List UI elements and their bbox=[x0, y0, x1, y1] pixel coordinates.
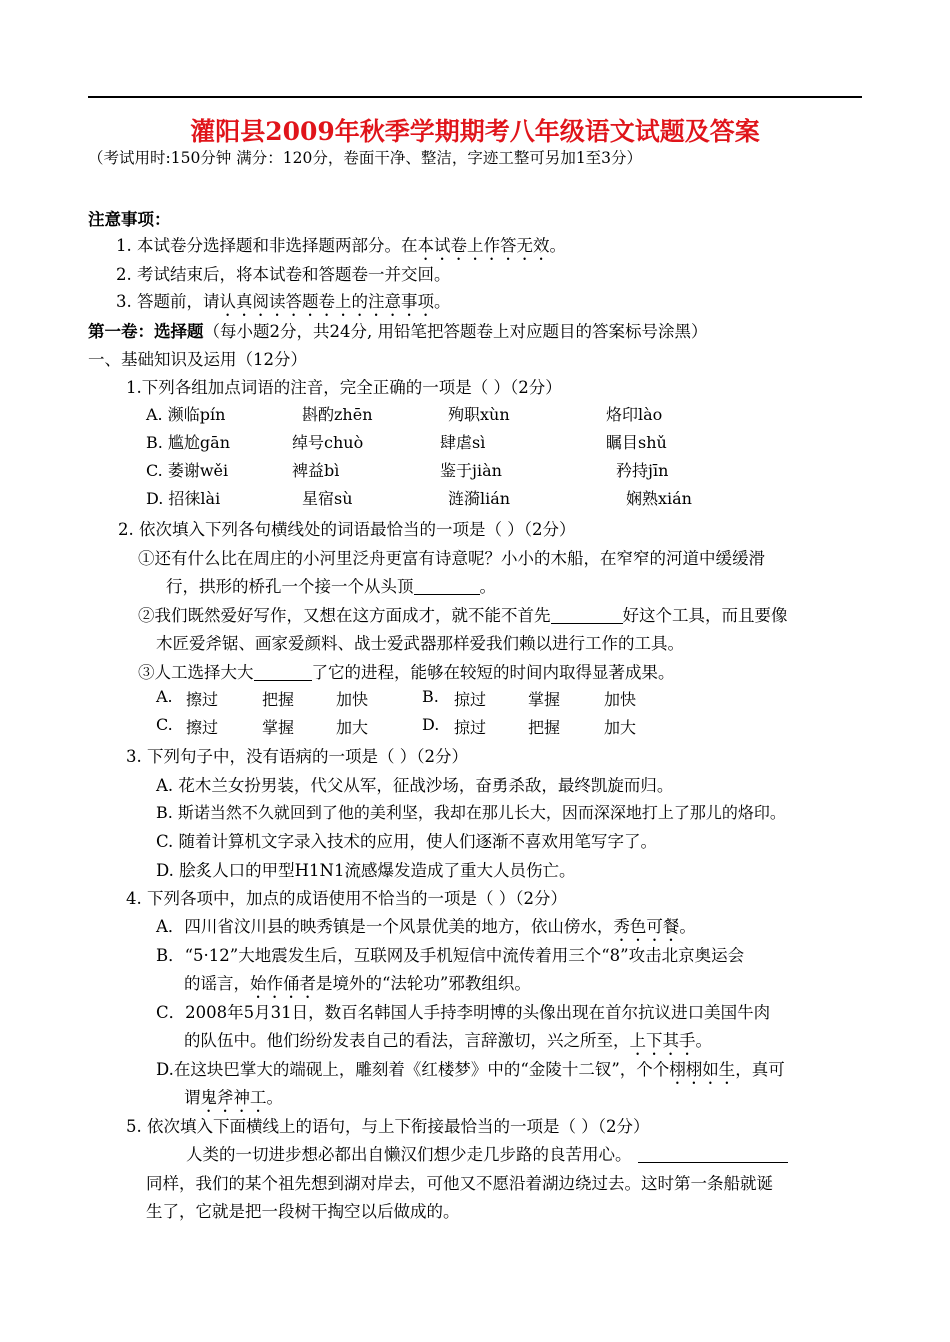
idiom-emphasis: 始作俑者 bbox=[250, 974, 316, 993]
q4-text-end: 。 bbox=[266, 1088, 283, 1107]
q4-text: 谓 bbox=[184, 1088, 201, 1107]
q2-text-end: 了它的进程，能够在较短的时间内取得显著成果。 bbox=[311, 663, 675, 682]
q2-sentence-2 bbox=[138, 602, 788, 626]
fill-blank bbox=[414, 578, 480, 596]
q1-option: B. 尴尬gān bbox=[146, 433, 231, 452]
q5-text: 人类的一切进步想必都出自懒汉们想少走几步路的良苦用心。 bbox=[186, 1145, 632, 1164]
q2-text: 行，拱形的桥孔一个接一个从头顶 bbox=[166, 577, 414, 596]
q2-option-word: 掠过 bbox=[454, 718, 487, 737]
question-1-stem: 1.下列各组加点词语的注音，完全正确的一项是（ ）（2分） bbox=[126, 378, 562, 397]
note-emphasis: 认真阅读答题卷上的注意事项 bbox=[219, 292, 434, 311]
note-text: 答题前，请 bbox=[137, 292, 220, 311]
q1-option: 鉴于jiàn bbox=[440, 461, 502, 480]
notes-heading: 注意事项： bbox=[88, 210, 171, 229]
q1-option: 肆虐sì bbox=[440, 433, 486, 452]
note-number: 3. bbox=[116, 292, 132, 311]
q2-sentence-1: ①还有什么比在周庄的小河里泛舟更富有诗意呢？小小的木船，在窄窄的河道中缓缓滑 bbox=[138, 549, 765, 568]
q4-text: A．四川省汶川县的映秀镇是一个风景优美的地方，依山傍水， bbox=[156, 917, 614, 936]
exam-info: （考试用时:150分钟 满分：120分，卷面干净、整洁，字迹工整可另加1至3分） bbox=[88, 149, 643, 167]
idiom-emphasis: 鬼斧神工 bbox=[200, 1088, 267, 1107]
note-number: 2. bbox=[116, 265, 132, 284]
q1-option: 瞩目shǔ bbox=[606, 433, 667, 452]
q4-text-end: ，真可 bbox=[735, 1060, 785, 1079]
q1-option: C. 萎谢wěi bbox=[146, 461, 229, 480]
idiom-emphasis: 秀色可餐 bbox=[613, 917, 680, 936]
note-item bbox=[116, 232, 566, 264]
page-title: 灌阳县2009年秋季学期期考八年级语文试题及答案 bbox=[190, 117, 760, 146]
q3-option-d: D. 脍炙人口的甲型H1N1流感爆发造成了重大人员伤亡。 bbox=[156, 861, 576, 880]
fill-blank bbox=[551, 607, 623, 625]
q3-option-b: B. 斯诺当然不久就回到了他的美利坚，我却在那儿长大，因而深深地打上了那儿的烙印。 bbox=[156, 803, 786, 822]
note-number: 1. bbox=[116, 236, 132, 255]
question-5-stem: 5. 依次填入下面横线上的语句，与上下衔接最恰当的一项是（ ）（2分） bbox=[126, 1117, 650, 1136]
q1-option: 绰号chuò bbox=[292, 433, 364, 452]
idiom-emphasis: 栩栩如生 bbox=[669, 1060, 736, 1079]
q5-passage-end: 生了，它就是把一段树干掏空以后做成的。 bbox=[146, 1202, 460, 1221]
q2-text: ②我们既然爱好写作，又想在这方面成才，就不能不首先 bbox=[138, 606, 551, 625]
volume-heading bbox=[88, 318, 707, 342]
q1-option: 娴熟xián bbox=[626, 489, 692, 508]
q1-option: 斟酌zhēn bbox=[302, 405, 373, 424]
q2-option-word: 擦过 bbox=[186, 690, 219, 709]
note-text-end: 。 bbox=[549, 236, 566, 255]
q2-option-word: 把握 bbox=[528, 718, 561, 737]
note-item bbox=[116, 288, 451, 320]
q2-option-letter: B. bbox=[422, 687, 439, 706]
idiom-emphasis: 上下其手 bbox=[629, 1031, 696, 1050]
note-text: 本试卷分选择题和非选择题两部分。在 bbox=[137, 236, 418, 255]
q2-text-end: 。 bbox=[479, 577, 496, 596]
q4-text: 的队伍中。他们纷纷发表自己的看法，言辞激切，兴之所至， bbox=[184, 1031, 630, 1050]
q2-option-word: 掌握 bbox=[262, 718, 295, 737]
q1-option: 烙印lào bbox=[606, 405, 663, 424]
q4-option-b-cont bbox=[184, 970, 531, 1002]
volume-desc: （每小题2分，共24分, 用铅笔把答题卷上对应题目的答案标号涂黑） bbox=[203, 322, 708, 341]
q3-option-c: C. 随着计算机文字录入技术的应用，使人们逐渐不喜欢用笔写字了。 bbox=[156, 832, 658, 851]
q4-text-end: 。 bbox=[679, 917, 696, 936]
q4-option-a bbox=[156, 913, 696, 945]
q2-option-word: 加大 bbox=[604, 718, 637, 737]
q4-option-c-cont bbox=[184, 1027, 712, 1059]
q5-passage bbox=[186, 1141, 788, 1165]
q2-option-word: 加快 bbox=[336, 690, 369, 709]
question-4-stem: 4. 下列各项中，加点的成语使用不恰当的一项是（ ）（2分） bbox=[126, 889, 567, 908]
note-emphasis: 本试卷上作答无效 bbox=[417, 236, 550, 255]
q2-option-word: 擦过 bbox=[186, 718, 219, 737]
q1-option: A. 濒临pín bbox=[146, 405, 226, 424]
q1-option: 涟漪lián bbox=[448, 489, 511, 508]
q2-text-end: 好这个工具，而且要像 bbox=[622, 606, 788, 625]
q2-option-letter: A. bbox=[156, 687, 173, 706]
q2-text: ③人工选择大大 bbox=[138, 663, 254, 682]
q5-passage-cont: 同样，我们的某个祖先想到湖对岸去，可他又不愿沿着湖边绕过去。这时第一条船就诞 bbox=[146, 1174, 773, 1193]
q2-option-word: 掠过 bbox=[454, 690, 487, 709]
q1-option: 裨益bì bbox=[292, 461, 340, 480]
fill-blank bbox=[638, 1146, 788, 1164]
q2-sentence-3 bbox=[138, 659, 675, 683]
q4-option-b: B．“5·12”大地震发生后，互联网及手机短信中流传着用三个“8”攻击北京奥运会 bbox=[156, 946, 745, 965]
q1-option: 矜持jīn bbox=[616, 461, 669, 480]
q4-text: D.在这块巴掌大的端砚上，雕刻着《红楼梦》中的“金陵十二钗”，个个 bbox=[156, 1060, 670, 1079]
q1-option: D. 招徕lài bbox=[146, 489, 221, 508]
q4-option-c: C．2008年5月31日，数百名韩国人手持李明博的头像出现在首尔抗议进口美国牛肉 bbox=[156, 1003, 771, 1022]
q2-option-word: 加快 bbox=[604, 690, 637, 709]
q4-text: 的谣言， bbox=[184, 974, 250, 993]
q2-sentence-2-cont: 木匠爱斧锯、画家爱颜料、战士爱武器那样爱我们赖以进行工作的工具。 bbox=[156, 634, 684, 653]
q4-text-end: 是境外的“法轮功”邪教组织。 bbox=[316, 974, 531, 993]
section-heading: 一、基础知识及运用（12分） bbox=[88, 350, 307, 369]
q2-sentence-1-cont bbox=[166, 573, 496, 597]
q2-option-word: 把握 bbox=[262, 690, 295, 709]
q2-option-letter: D. bbox=[422, 715, 440, 734]
q1-option: 殉职xùn bbox=[448, 405, 510, 424]
q3-option-a: A. 花木兰女扮男装，代父从军，征战沙场，奋勇杀敌，最终凯旋而归。 bbox=[156, 776, 674, 795]
q4-option-d-cont bbox=[184, 1084, 283, 1116]
note-text-end: 。 bbox=[434, 292, 451, 311]
question-3-stem: 3. 下列句子中，没有语病的一项是（ ）（2分） bbox=[126, 747, 468, 766]
fill-blank bbox=[254, 664, 312, 682]
q2-option-word: 掌握 bbox=[528, 690, 561, 709]
note-text: 考试结束后，将本试卷和答题卷一并交回。 bbox=[137, 265, 451, 284]
question-2-stem: 2. 依次填入下列各句横线处的词语最恰当的一项是（ ）（2分） bbox=[118, 520, 576, 539]
q2-option-word: 加大 bbox=[336, 718, 369, 737]
q4-text-end: 。 bbox=[695, 1031, 712, 1050]
q2-option-letter: C. bbox=[156, 715, 173, 734]
header-rule bbox=[88, 96, 862, 98]
note-item bbox=[116, 261, 451, 285]
volume-label: 第一卷：选择题 bbox=[88, 322, 204, 341]
q1-option: 星宿sù bbox=[302, 489, 353, 508]
